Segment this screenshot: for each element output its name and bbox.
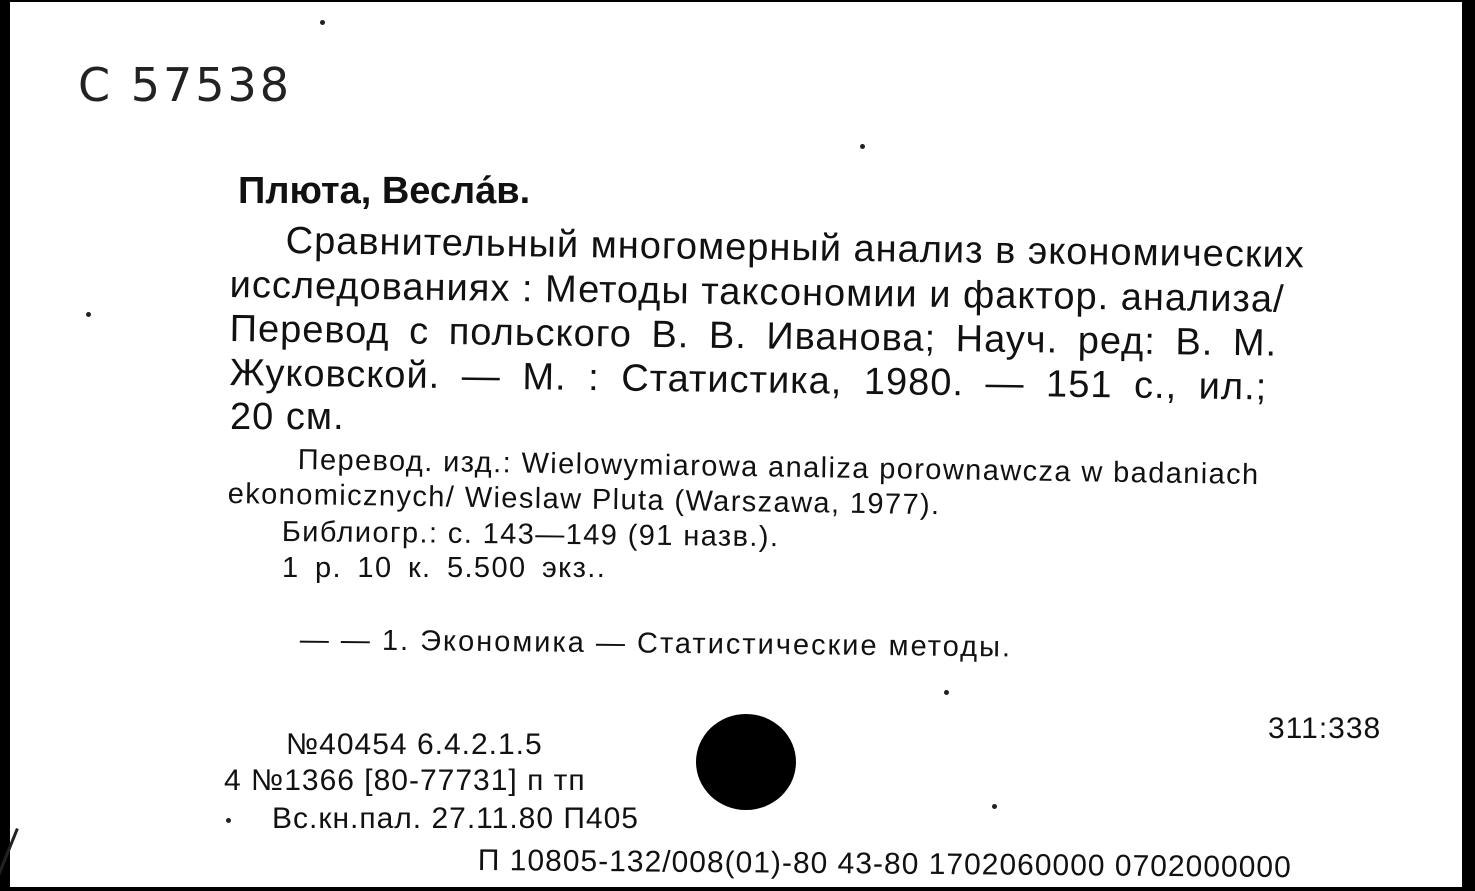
classification-index: 311:338 <box>1268 712 1382 745</box>
registration-line: Вс.кн.пал. 27.11.80 П405 <box>272 802 639 835</box>
note-line: Перевод. изд.: Wielowymiarowa analiza porownawcza w badaniach <box>297 444 1260 492</box>
pencil-mark <box>0 828 19 879</box>
note-line: 1 р. 10 к. 5.500 экз.. <box>282 552 607 584</box>
speck <box>944 690 949 695</box>
registration-line: 4 №1366 [80-77731] п тп <box>224 764 586 797</box>
catalog-card <box>10 2 1462 887</box>
description-line: Сравнительный многомерный анализ в экономических <box>285 220 1306 277</box>
author-heading: Плюта, Весла́в. <box>238 170 531 212</box>
note-line: ekonomicznych/ Wieslaw Pluta (Warszawa, 1977). <box>227 478 941 522</box>
registration-line: П 10805-132/008(01)-80 43-80 1702060000 0702000000 <box>477 844 1292 885</box>
note-line: Библиогр.: с. 143—149 (91 назв.). <box>281 516 780 554</box>
speck <box>860 144 865 149</box>
description-line: исследованиях : Методы таксономии и фактор. анализа/ <box>229 264 1285 321</box>
call-number: С 57538 <box>78 58 293 112</box>
description-line: Перевод с польского В. В. Иванова; Науч. ред: В. М. <box>229 308 1278 365</box>
punch-hole <box>696 714 796 810</box>
speck <box>86 312 91 317</box>
description-line: Жуковской. — М. : Статистика, 1980. — 151 с., ил.; <box>229 352 1268 409</box>
description-line: 20 см. <box>230 396 345 438</box>
speck <box>320 20 325 25</box>
speck <box>992 804 997 809</box>
subject-heading: — — 1. Экономика — Статистические методы. <box>299 624 1013 664</box>
card-edge <box>1462 0 1475 891</box>
speck <box>226 818 231 823</box>
registration-line: №40454 6.4.2.1.5 <box>286 728 543 761</box>
